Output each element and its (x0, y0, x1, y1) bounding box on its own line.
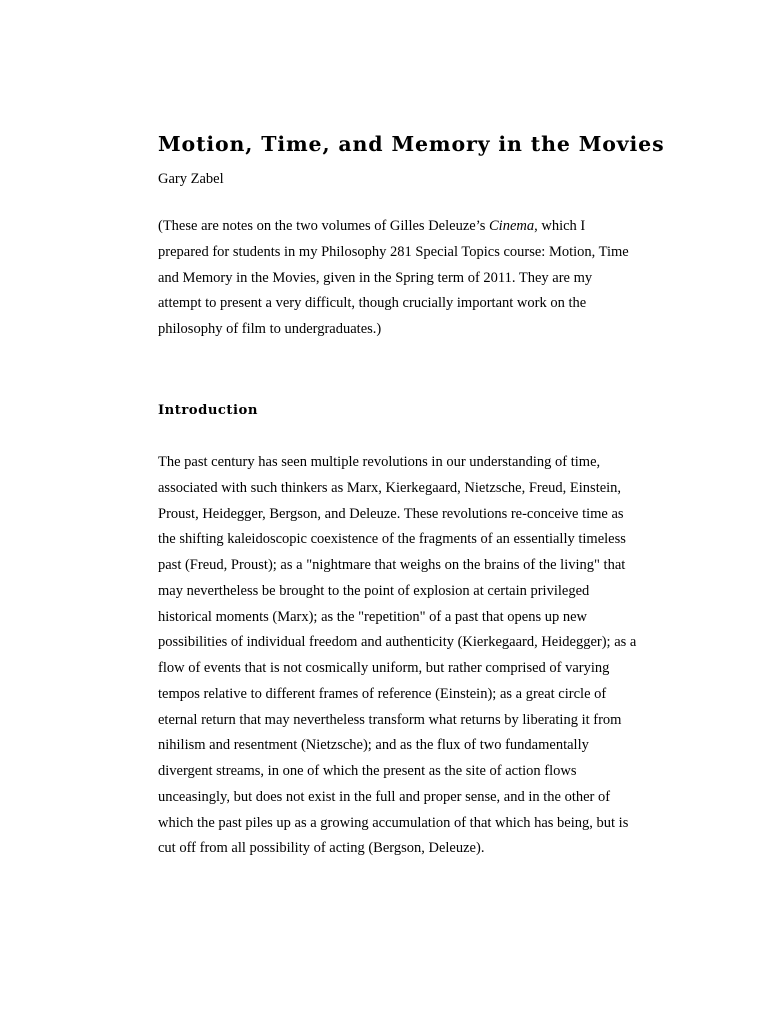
body-line: tempos relative to different frames of reference (Einstein); as a great circle of (158, 685, 607, 702)
body-line: Proust, Heidegger, Bergson, and Deleuze. These revolutions re-conceive time as (158, 505, 624, 522)
body-line: associated with such thinkers as Marx, Kierkegaard, Nietzsche, Freud, Einstein, (158, 479, 622, 496)
preface-line: prepared for students in my Philosophy 281 Special Topics course: Motion, Time (158, 243, 629, 260)
preface-text: , which I (534, 218, 586, 234)
body-line: possibilities of individual freedom and authenticity (Kierkegaard, Heidegger); as a (158, 634, 637, 651)
body-line: divergent streams, in one of which the present as the site of action flows (158, 763, 577, 779)
body-line: which the past piles up as a growing accumulation of that which has being, but is (158, 814, 629, 831)
preface-text: (These are notes on the two volumes of Gilles Deleuze’s (158, 218, 489, 234)
body-line: nihilism and resentment (Nietzsche); and as the flux of two fundamentally (158, 737, 589, 754)
book-title-cinema: Cinema (489, 218, 535, 234)
body-line: The past century has seen multiple revolutions in our understanding of time, (158, 454, 601, 470)
section-heading-introduction: Introduction (158, 403, 258, 418)
document-title: Motion, Time, and Memory in the Movies (158, 132, 665, 156)
introduction-paragraph (158, 450, 636, 862)
preface-line (158, 214, 629, 240)
body-line: past (Freud, Proust); as a "nightmare that weighs on the brains of the living" that (158, 557, 626, 573)
preface-paragraph (158, 214, 629, 343)
body-line: eternal return that may nevertheless transform what returns by liberating it from (158, 711, 622, 728)
author-name: Gary Zabel (158, 171, 224, 187)
body-line: flow of events that is not cosmically uniform, but rather comprised of varying (158, 660, 610, 676)
body-line: unceasingly, but does not exist in the full and proper sense, and in the other of (158, 788, 611, 805)
preface-line: philosophy of film to undergraduates.) (158, 321, 382, 337)
preface-line: and Memory in the Movies, given in the Spring term of 2011. They are my (158, 269, 593, 286)
body-line: cut off from all possibility of acting (Bergson, Deleuze). (158, 840, 485, 857)
preface-line: attempt to present a very difficult, though crucially important work on the (158, 295, 587, 312)
body-line: may nevertheless be brought to the point of explosion at certain privileged (158, 582, 590, 599)
body-line: historical moments (Marx); as the "repetition" of a past that opens up new (158, 608, 588, 625)
body-line: the shifting kaleidoscopic coexistence of the fragments of an essentially timeless (158, 531, 626, 548)
